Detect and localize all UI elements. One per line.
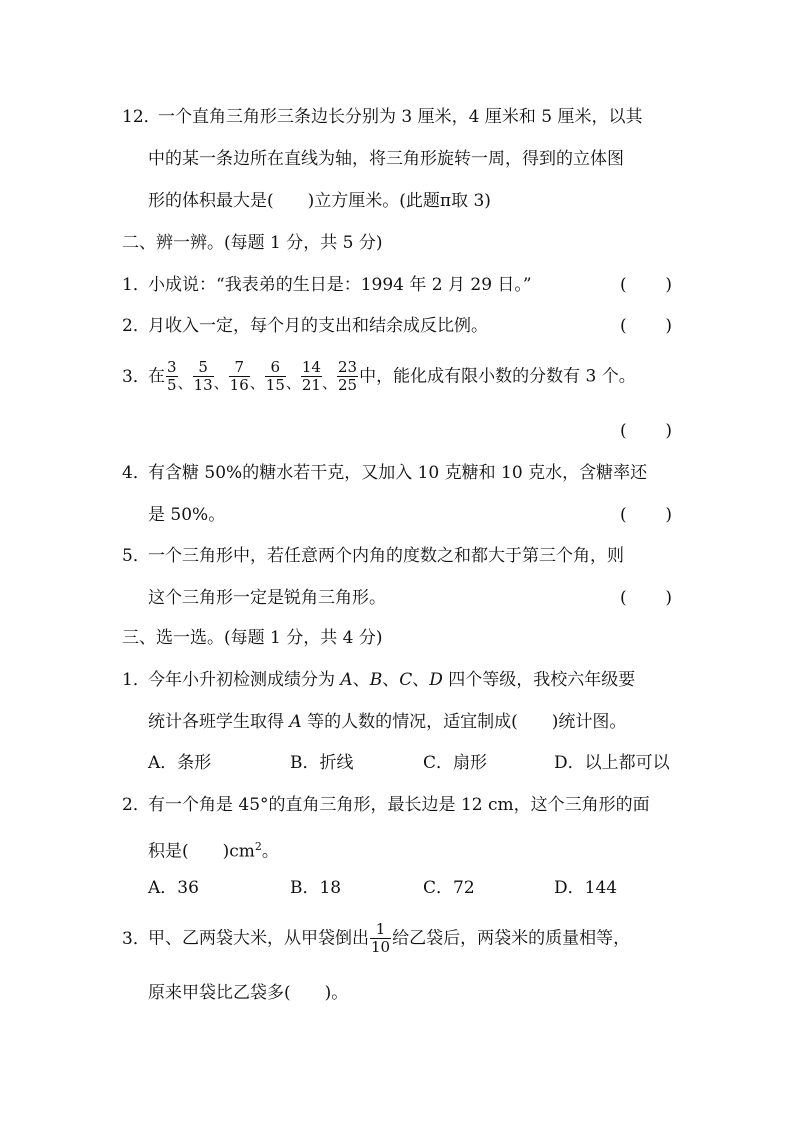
item-prefix: 在 bbox=[148, 366, 165, 387]
fraction-separator: 、 bbox=[177, 373, 193, 392]
text-part: 、 bbox=[352, 670, 370, 690]
item-number: 1． bbox=[122, 670, 150, 690]
item-number: 3． bbox=[122, 929, 150, 949]
fraction bbox=[370, 921, 391, 956]
option-d: D．144 bbox=[554, 878, 618, 898]
item-number: 2． bbox=[122, 316, 150, 336]
fraction-denominator: 16 bbox=[229, 376, 249, 394]
option-c: C．72 bbox=[423, 878, 475, 898]
item-number: 1． bbox=[122, 275, 150, 295]
text-part: 、 bbox=[382, 670, 400, 690]
option-d: D．以上都可以 bbox=[554, 753, 670, 773]
fraction bbox=[337, 359, 358, 394]
fraction-numerator: 3 bbox=[167, 358, 177, 376]
section-heading: 二、辨一辨。(每题 1 分，共 5 分) bbox=[122, 233, 383, 253]
answer-parentheses bbox=[620, 505, 672, 525]
fraction bbox=[193, 359, 214, 394]
item-number: 5． bbox=[122, 546, 150, 566]
text-part: 。 bbox=[261, 841, 279, 862]
item-text-line bbox=[148, 712, 626, 732]
grade-variable: A bbox=[289, 712, 302, 732]
paren-close: ) bbox=[665, 505, 672, 525]
item-text-line: 这个三角形一定是锐角三角形。 bbox=[148, 588, 386, 608]
text-part: 给乙袋后，两袋米的质量相等， bbox=[392, 928, 631, 949]
text-part: 四个等级，我校六年级要 bbox=[442, 670, 636, 690]
paren-open: ( bbox=[620, 505, 627, 525]
item-text-line: 原来甲袋比乙袋多( )。 bbox=[148, 983, 349, 1003]
fraction-denominator: 10 bbox=[371, 938, 391, 956]
question-text-line: 中的某一条边所在直线为轴，将三角形旋转一周，得到的立体图 bbox=[148, 149, 624, 169]
item-text-line: 有一个角是 45°的直角三角形，最长边是 12 cm，这个三角形的面 bbox=[148, 795, 650, 815]
item-text: 月收入一定，每个月的支出和结余成反比例。 bbox=[148, 316, 488, 336]
paren-close: ) bbox=[665, 316, 672, 336]
item-number: 2． bbox=[122, 795, 150, 815]
fraction bbox=[265, 359, 286, 394]
fraction-numerator: 7 bbox=[229, 359, 250, 377]
text-part: 统计各班学生取得 bbox=[148, 712, 290, 732]
item-text-line bbox=[148, 915, 630, 962]
fraction-separator: 、 bbox=[285, 373, 301, 392]
paren-close: ) bbox=[665, 421, 672, 441]
fraction-denominator: 13 bbox=[193, 376, 213, 394]
option-a: A．36 bbox=[148, 878, 199, 898]
question-number: 12． bbox=[122, 107, 161, 127]
fraction-numerator: 5 bbox=[193, 359, 214, 377]
fraction-denominator: 5 bbox=[167, 376, 177, 394]
answer-parentheses bbox=[620, 316, 672, 336]
item-text-line: 是 50%。 bbox=[148, 505, 226, 525]
option-a: A．条形 bbox=[148, 753, 212, 773]
item-text-line bbox=[148, 670, 635, 690]
option-c: C．扇形 bbox=[423, 753, 488, 773]
item-number: 3． bbox=[122, 367, 150, 387]
paren-open: ( bbox=[620, 421, 627, 441]
fraction-separator: 、 bbox=[249, 373, 265, 392]
paren-open: ( bbox=[620, 588, 627, 608]
fraction-numerator: 14 bbox=[301, 358, 321, 376]
answer-parentheses bbox=[620, 421, 672, 441]
superscript: 2 bbox=[254, 840, 262, 853]
fraction-numerator: 1 bbox=[370, 921, 391, 939]
item-text-line: 有含糖 50%的糖水若干克，又加入 10 克糖和 10 克水，含糖率还 bbox=[148, 463, 648, 483]
item-text-fractions bbox=[148, 353, 636, 400]
section-heading: 三、选一选。(每题 1 分，共 4 分) bbox=[122, 628, 383, 648]
text-part: 、 bbox=[412, 670, 430, 690]
question-text-line: 一个直角三角形三条边长分别为 3 厘米，4 厘米和 5 厘米，以其 bbox=[158, 107, 643, 127]
text-part: 等的人数的情况，适宜制成( )统计图。 bbox=[301, 712, 627, 732]
fraction-numerator: 23 bbox=[338, 358, 358, 376]
paren-open: ( bbox=[620, 275, 627, 295]
item-text: 小成说：“我表弟的生日是：1994 年 2 月 29 日。” bbox=[148, 275, 532, 295]
fraction bbox=[301, 359, 322, 394]
paren-close: ) bbox=[665, 588, 672, 608]
fraction bbox=[229, 359, 250, 394]
fraction-denominator: 21 bbox=[301, 376, 321, 394]
text-part: 今年小升初检测成绩分为 bbox=[148, 670, 341, 690]
item-text-line bbox=[148, 837, 279, 862]
grade-variable: C bbox=[399, 670, 413, 690]
paren-close: ) bbox=[665, 275, 672, 295]
item-text-line: 一个三角形中，若任意两个内角的度数之和都大于第三个角，则 bbox=[148, 546, 624, 566]
grade-variable: A bbox=[340, 670, 353, 690]
fraction-separator: 、 bbox=[321, 373, 337, 392]
option-b: B．18 bbox=[290, 878, 342, 898]
fraction-numerator: 6 bbox=[265, 359, 286, 377]
grade-variable: B bbox=[369, 670, 383, 690]
fraction-separator: 、 bbox=[213, 373, 229, 392]
answer-parentheses bbox=[620, 588, 672, 608]
question-text-line: 形的体积最大是( )立方厘米。(此题π取 3) bbox=[148, 191, 491, 211]
fraction-denominator: 15 bbox=[265, 376, 285, 394]
fraction-denominator: 25 bbox=[338, 376, 358, 394]
item-suffix: 中，能化成有限小数的分数有 3 个。 bbox=[359, 366, 636, 387]
option-b: B．折线 bbox=[290, 753, 354, 773]
text-part: 甲、乙两袋大米，从甲袋倒出 bbox=[148, 928, 369, 949]
item-number: 4． bbox=[122, 463, 150, 483]
text-part: 积是( )cm bbox=[148, 841, 255, 862]
paren-open: ( bbox=[620, 316, 627, 336]
grade-variable: D bbox=[429, 670, 443, 690]
answer-parentheses bbox=[620, 275, 672, 295]
fraction bbox=[166, 359, 178, 394]
